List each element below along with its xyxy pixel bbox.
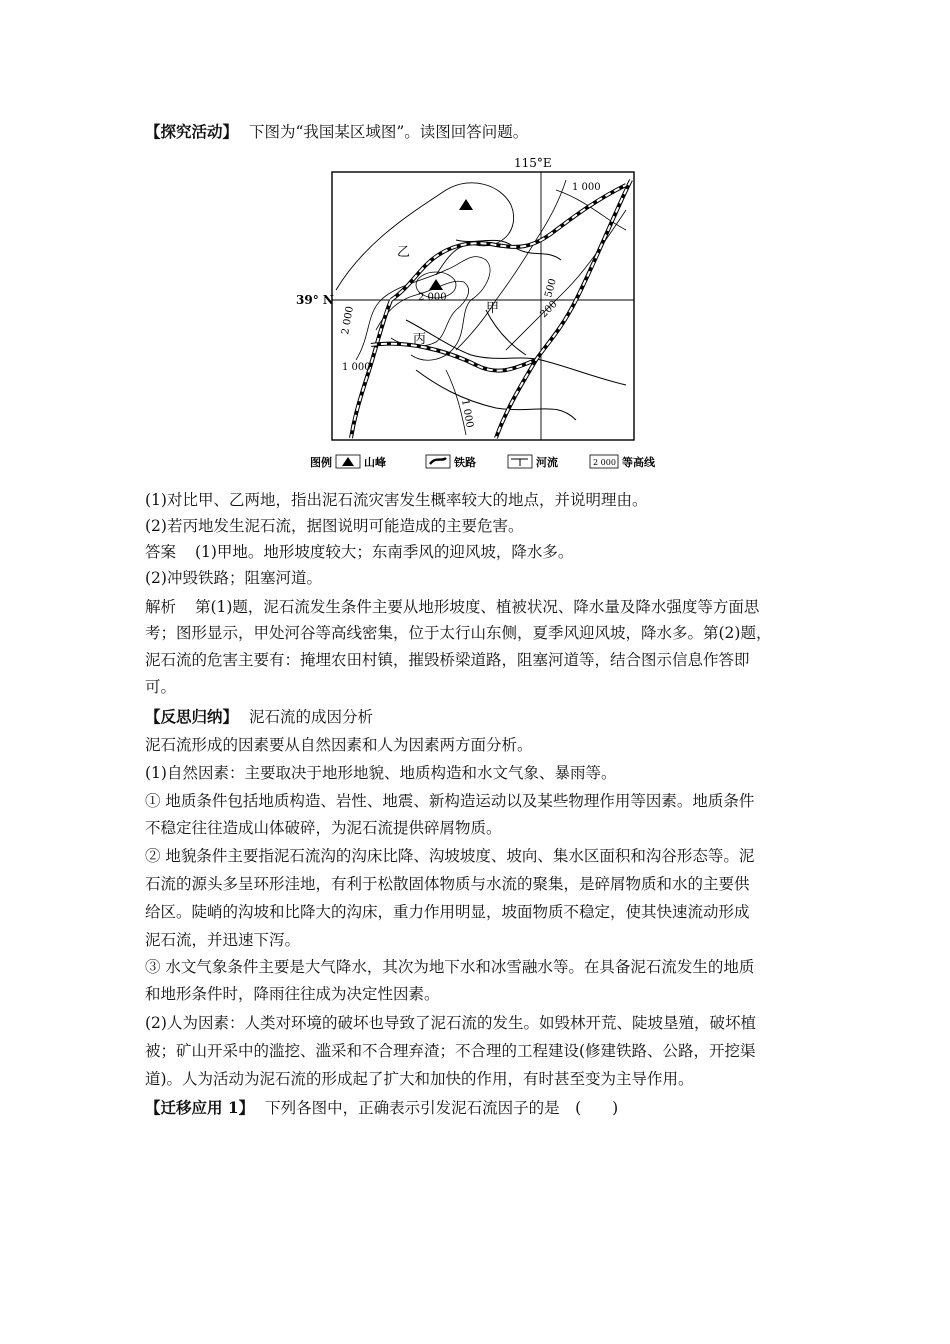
reflect-line: ② 地貌条件主要指泥石流沟的沟床比降、沟坡坡度、坡向、集水区面积和沟谷形态等。泥 (145, 847, 755, 865)
contour-label: 500 (543, 277, 559, 299)
legend-contour: 等高线 (622, 456, 655, 469)
legend-title: 图例 (310, 456, 332, 469)
legend-river-icon (511, 459, 528, 466)
reflect-tag: 【反思归纳】 (145, 707, 239, 726)
place-yi: 乙 (397, 245, 411, 260)
question-1: (1)对比甲、乙两地，指出泥石流灾害发生概率较大的地点，并说明理由。 (145, 491, 648, 509)
explore-activity-line (145, 122, 528, 142)
analysis-line-3: 泥石流的危害主要有：掩埋农田村镇，摧毁桥梁道路，阻塞河道等，结合图示信息作答即 (145, 651, 750, 669)
answer-label: 答案 (145, 543, 177, 561)
map-frame (332, 172, 634, 440)
peak-north (459, 199, 473, 210)
place-bing: 丙 (413, 332, 427, 347)
reflect-line: 石流的源头多呈环形洼地，有利于松散固体物质与水流的聚集，是碎屑物质和水的主要供 (145, 875, 750, 893)
reflect-line: 和地形条件时，降雨往往成为决定性因素。 (145, 985, 440, 1003)
transfer-line (145, 1098, 618, 1118)
analysis-line-1 (145, 597, 759, 617)
analysis-line-2: 考；图形显示，甲处河谷等高线密集，位于太行山东侧，夏季风迎风坡，降水多。第(2)题， (145, 624, 772, 642)
reflect-line: 泥石流形成的因素要从自然因素和人为因素两方面分析。 (145, 736, 533, 754)
reflect-line: 给区。陡峭的沟坡和比降大的沟床，重力作用明显，坡面物质不稳定，使其快速流动形成 (145, 903, 750, 921)
place-jia: 甲 (486, 301, 500, 316)
peak-central (429, 279, 443, 290)
contour-label: 1 000 (572, 182, 601, 193)
legend-contour-sample: 2 000 (593, 458, 616, 467)
river-tributary (486, 310, 526, 355)
analysis-label: 解析 (145, 598, 177, 616)
reflect-line: (2)人为因素：人类对环境的破坏也导致了泥石流的发生。如毁林开荒、陡坡垦殖，破坏植 (145, 1014, 756, 1032)
contour-label: 2 000 (418, 292, 447, 303)
reflect-line: 道)。人为活动为泥石流的形成起了扩大和加快的作用，有时甚至变为主导作用。 (145, 1070, 694, 1088)
contour-label: 2 000 (340, 305, 356, 336)
map-legend (310, 455, 656, 469)
answer-line-1 (145, 542, 573, 562)
analysis-text-1: 第(1)题，泥石流发生条件主要从地形坡度、植被状况、降水量及降水强度等方面思 (194, 598, 760, 616)
transfer-tag: 【迁移应用 1】 (145, 1098, 255, 1117)
lon-label: 115°E (514, 156, 552, 170)
explore-text: 下图为“我国某区域图”。读图回答问题。 (248, 123, 529, 141)
legend-peak-icon (342, 457, 354, 466)
lat-label: 39° N (296, 293, 334, 307)
answer-line-2: (2)冲毁铁路；阻塞河道。 (145, 569, 322, 587)
explore-tag: 【探究活动】 (145, 122, 239, 141)
reflect-line: 泥石流，并迅速下泻。 (145, 931, 301, 949)
transfer-text: 下列各图中，正确表示引发泥石流因子的是 ( ) (265, 1099, 619, 1117)
legend-railway: 铁路 (454, 456, 476, 469)
reflect-line: 被；矿山开采中的滥挖、滥采和不合理弃渣；不合理的工程建设(修建铁路、公路，开挖渠 (145, 1042, 756, 1060)
region-map-svg (296, 150, 666, 480)
contour-label: 1 000 (459, 398, 475, 429)
answer-text-1: (1)甲地。地形坡度较大；东南季风的迎风坡，降水多。 (194, 543, 574, 561)
legend-peak: 山峰 (364, 456, 386, 469)
reflect-line: (1)自然因素：主要取决于地形地貌、地质构造和水文气象、暴雨等。 (145, 764, 617, 782)
contour-label: 200 (538, 298, 560, 321)
reflect-line: ① 地质条件包括地质构造、岩性、地震、新构造运动以及某些物理作用等因素。地质条件 (145, 792, 755, 810)
legend-railway-icon (430, 458, 446, 464)
river-south (416, 370, 576, 420)
question-2: (2)若丙地发生泥石流，据图说明可能造成的主要危害。 (145, 517, 524, 535)
reflect-title: 泥石流的成因分析 (248, 708, 373, 726)
legend-river: 河流 (536, 456, 558, 469)
analysis-line-4: 可。 (145, 678, 177, 696)
reflect-line: ③ 水文气象条件主要是大气降水，其次为地下水和冰雪融水等。在具备泥石流发生的地质 (145, 958, 755, 976)
reflect-line: 不稳定往往造成山体破碎，为泥石流提供碎屑物质。 (145, 819, 502, 837)
reflect-heading (145, 707, 373, 727)
region-map (296, 150, 666, 480)
contour-label: 1 000 (342, 362, 371, 373)
